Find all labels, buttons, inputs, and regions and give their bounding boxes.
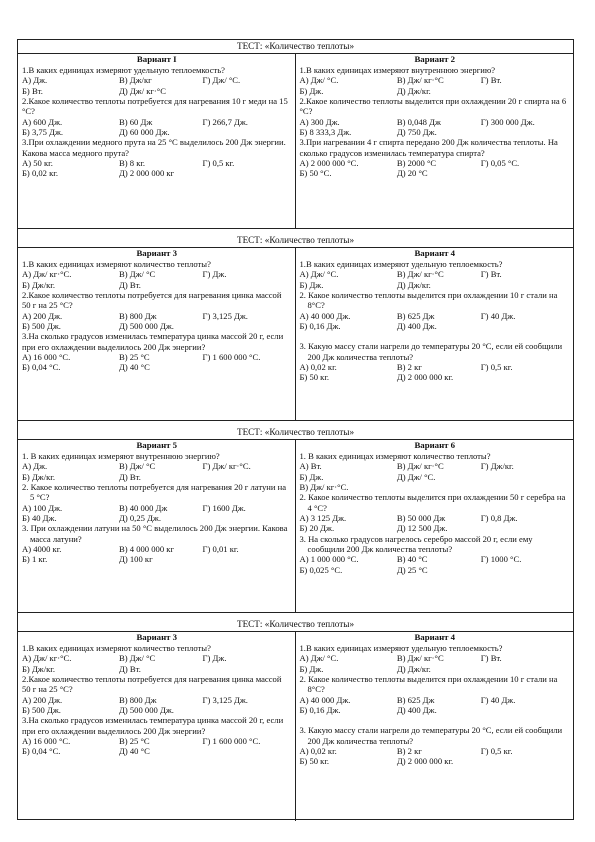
answer-option: В) Дж/ кг·°С: [396, 269, 444, 280]
answer-option: Г) 266,7 Дж.: [202, 116, 248, 127]
answer-option: Б) 8 333,3 Дж.: [299, 127, 352, 138]
answer-option: [481, 482, 570, 492]
answer-row: [22, 362, 292, 372]
answer-option: А) Дж/ кг·°С.: [22, 269, 72, 280]
answer-row: [300, 472, 571, 482]
variant-column: [18, 439, 296, 612]
answer-option: В) 800 Дж: [119, 694, 157, 705]
question-text: 3.На сколько градусов изменилась температура цинка массой 20 г, если при его охлаждении выделилось 200 Дж энергии?: [22, 715, 284, 736]
answer-option: [481, 565, 570, 575]
answer-option: Г) Дж/ °С.: [202, 75, 241, 86]
answer-row: [22, 86, 292, 96]
question-text: 2.Какое количество теплоты потребуется для нагревания 10 г меди на 15 °С?: [22, 96, 288, 117]
answer-option: В) 2 кг: [396, 362, 422, 373]
answer-option: Д) 20 °С: [396, 168, 428, 179]
answer-option: Д) Дж/кг.: [396, 85, 431, 96]
answer-option: Г) 300 000 Дж.: [480, 116, 535, 127]
variant-title: Вариант 2: [414, 54, 456, 64]
answer-option: В) Дж/ кг·°С.: [299, 482, 349, 493]
question-text: 2.Какое количество теплоты потребуется для нагревания цинка массой 50 г на 25 °С?: [22, 674, 282, 695]
variant-column: [296, 53, 574, 228]
answer-option: Д) Вт.: [119, 471, 141, 482]
answer-option: В) 625 Дж: [396, 694, 435, 705]
answer-row: [300, 695, 571, 705]
answer-row: [300, 168, 571, 178]
answer-row: [300, 523, 571, 533]
answer-row: [22, 75, 292, 85]
answer-row: [22, 321, 292, 331]
answer-option: [203, 168, 292, 178]
answer-option: А) 16 000 °С.: [22, 736, 71, 747]
question-text: 2. Какое количество теплоты выделится при охлаждении 10 г стали на 8°С?: [299, 290, 558, 311]
answer-option: А) Дж/ кг·°С.: [22, 653, 72, 664]
answer-option: Г) 0,05 °С.: [480, 158, 520, 169]
answer-option: Д) 2 000 000 кг.: [396, 372, 454, 383]
answer-row: [300, 653, 571, 663]
answer-option: А) 40 000 Дж.: [299, 310, 351, 321]
answer-option: В) 2000 °С: [396, 158, 437, 169]
answer-option: [203, 321, 292, 331]
answer-row: [22, 168, 292, 178]
test-card-3: [18, 426, 573, 612]
test-sheet: [17, 39, 574, 820]
spacer: [300, 331, 571, 341]
answer-option: [481, 523, 570, 533]
answer-option: А) Дж.: [22, 75, 48, 86]
answer-option: Б) 0,025 °С.: [299, 564, 343, 575]
answer-option: В) Дж/ °С: [119, 653, 156, 664]
answer-option: А) 50 кг.: [22, 158, 53, 169]
question-text: 2.Какое количество теплоты выделится при охлаждении 20 г спирта на 6 °С?: [299, 96, 567, 117]
answer-option: А) Дж/ °С.: [299, 269, 339, 280]
answer-option: Б) 0,16 Дж.: [299, 321, 341, 332]
question-text: 2. Какое количество теплоты выделится при охлаждении 10 г стали на 8°С?: [299, 674, 558, 695]
answer-option: Д) 25 °С: [396, 564, 428, 575]
answer-option: [203, 472, 292, 482]
question-text: 3. На сколько градусов нагрелось серебро массой 20 г, если ему сообщили 200 Дж количества теплоты?: [299, 533, 533, 555]
answer-row: [22, 705, 292, 715]
answer-row: [300, 513, 571, 523]
answer-row: [22, 544, 292, 554]
answer-row: [300, 756, 571, 766]
variant-title: Вариант I: [136, 54, 177, 64]
answer-option: В) Дж/ кг·°С: [396, 75, 444, 86]
answer-option: Б) 0,02 кг.: [22, 168, 59, 179]
answer-option: А) 300 Дж.: [299, 116, 340, 127]
answer-option: [397, 482, 481, 492]
answer-option: Д) Дж/ кг·°С: [119, 85, 166, 96]
variant-columns: [18, 439, 573, 612]
answer-option: Г) 0,5 кг.: [480, 362, 513, 373]
answer-option: В) 8 кг.: [119, 158, 146, 169]
answer-option: А) Дж/ °С.: [299, 75, 339, 86]
answer-option: [481, 756, 570, 766]
answer-option: А) 600 Дж.: [22, 116, 63, 127]
answer-row: [300, 321, 571, 331]
answer-option: А) 40 000 Дж.: [299, 694, 351, 705]
answer-option: [203, 280, 292, 290]
answer-row: [300, 565, 571, 575]
answer-option: Г) Дж.: [202, 269, 227, 280]
card-separator: [18, 420, 573, 421]
answer-option: Б) 0,04 °С.: [22, 746, 61, 757]
answer-option: В) 25 °С: [119, 736, 150, 747]
answer-row: [300, 117, 571, 127]
answer-option: Г) 1000 °С.: [480, 554, 522, 565]
answer-row: [22, 736, 292, 746]
answer-option: [481, 372, 570, 382]
answer-option: Д) 0,25 Дж.: [119, 513, 162, 524]
answer-option: Б) 500 Дж.: [22, 705, 61, 716]
answer-option: Д) Дж/ °С.: [396, 471, 436, 482]
answer-option: Б) Дж.: [299, 471, 324, 482]
answer-row: [300, 269, 571, 279]
variant-columns: [18, 53, 573, 228]
question-text: 1.В каких единицах измеряют количество теплоты?: [22, 643, 211, 653]
answer-option: [481, 705, 570, 715]
test-title: ТЕСТ: «Количество теплоты»: [18, 618, 573, 632]
test-card-4: [18, 618, 573, 821]
variant-column: [18, 247, 296, 420]
answer-option: Б) Дж/кг.: [22, 471, 56, 482]
answer-row: [22, 664, 292, 674]
question-text: 1.В каких единицах измеряют удельную теплоемкость?: [299, 643, 503, 653]
answer-option: Г) Дж/кг.: [480, 461, 514, 472]
answer-option: Б) 20 Дж.: [299, 523, 335, 534]
question-text: 3.При охлаждении медного прута на 25 °С выделилось 200 Дж энергии. Какова масса медного прута?: [22, 137, 286, 158]
spacer: [300, 715, 571, 725]
variant-column: [296, 439, 574, 612]
answer-option: Г) 0,5 кг.: [480, 746, 513, 757]
answer-option: Д) 400 Дж.: [396, 705, 437, 716]
question-text: 1.В каких единицах измеряют удельную теплоемкость?: [22, 65, 225, 75]
variant-title: Вариант 3: [136, 632, 178, 642]
variant-columns: [18, 247, 573, 420]
answer-row: [300, 461, 571, 471]
answer-option: Г) 40 Дж.: [480, 694, 516, 705]
answer-option: В) 40 000 Дж: [119, 502, 168, 513]
answer-option: Г) 0,5 кг.: [202, 158, 235, 169]
answer-option: [481, 321, 570, 331]
answer-option: А) 200 Дж.: [22, 310, 63, 321]
answer-option: [203, 513, 292, 523]
answer-row: [300, 705, 571, 715]
test-title: ТЕСТ: «Количество теплоты»: [18, 234, 573, 248]
question-text: 2. Какое количество теплоты выделится при охлаждении 50 г серебра на 4 °С?: [299, 492, 566, 513]
answer-option: [481, 86, 570, 96]
question-text: 3.При нагревании 4 г спирта передано 200 Дж количества теплоты. На сколько градусов изменилась температура спирта?: [299, 137, 558, 158]
answer-row: [22, 269, 292, 279]
answer-option: А) 2 000 000 °С.: [299, 158, 359, 169]
variant-title: Вариант 3: [136, 248, 178, 258]
answer-option: [203, 127, 292, 137]
answer-option: Б) Вт.: [22, 85, 43, 96]
answer-option: Д) 2 000 000 кг.: [396, 756, 454, 767]
answer-option: Г) Вт.: [480, 653, 502, 664]
answer-option: Б) Дж/кг.: [22, 279, 56, 290]
answer-row: [22, 513, 292, 523]
answer-option: Д) Дж/кг.: [396, 279, 431, 290]
answer-option: [203, 705, 292, 715]
question-text: 1. В каких единицах измеряют внутреннюю энергию?: [22, 451, 220, 461]
answer-option: Д) 100 кг: [119, 554, 153, 565]
variant-title: Вариант 6: [414, 440, 456, 450]
answer-option: [203, 362, 292, 372]
question-text: 3. Какую массу стали нагрели до температуры 20 °С, если ей сообщили 200 Дж количества теплоты?: [299, 725, 563, 746]
variant-columns: [18, 631, 573, 821]
answer-row: [22, 554, 292, 564]
answer-option: Г) 1600 Дж.: [202, 502, 246, 513]
answer-option: [481, 168, 570, 178]
answer-row: [300, 746, 571, 756]
answer-option: В) 0,048 Дж: [396, 116, 441, 127]
answer-row: [300, 372, 571, 382]
answer-option: А) 200 Дж.: [22, 694, 63, 705]
answer-option: [203, 554, 292, 564]
answer-option: Д) 40 °С: [119, 746, 150, 757]
answer-option: Б) 500 Дж.: [22, 321, 61, 332]
answer-row: [22, 117, 292, 127]
answer-row: [22, 472, 292, 482]
answer-row: [300, 362, 571, 372]
answer-option: Д) 60 000 Дж.: [119, 127, 170, 138]
answer-option: Г) 3,125 Дж.: [202, 310, 248, 321]
answer-option: В) Дж/кг: [119, 75, 152, 86]
answer-row: [22, 503, 292, 513]
answer-row: [22, 461, 292, 471]
answer-row: [22, 695, 292, 705]
answer-option: [481, 664, 570, 674]
variant-column: [18, 631, 296, 821]
answer-option: Б) 50 °С.: [299, 168, 332, 179]
answer-option: Д) Вт.: [119, 279, 141, 290]
answer-row: [300, 554, 571, 564]
answer-row: [22, 311, 292, 321]
variant-title: Вариант 5: [136, 440, 178, 450]
answer-row: [300, 86, 571, 96]
card-separator: [18, 228, 573, 229]
answer-row: [22, 653, 292, 663]
answer-option: [481, 280, 570, 290]
answer-option: Г) Вт.: [480, 269, 502, 280]
answer-option: В) Дж/ кг·°С: [396, 653, 444, 664]
answer-option: А) Дж/ °С.: [299, 653, 339, 664]
question-text: 1.В каких единицах измеряют количество теплоты?: [22, 259, 211, 269]
answer-option: Д) 500 000 Дж.: [119, 705, 174, 716]
answer-row: [300, 127, 571, 137]
answer-option: Г) Дж/ кг·°С.: [202, 461, 251, 472]
answer-row: [300, 664, 571, 674]
answer-option: Г) 3,125 Дж.: [202, 694, 248, 705]
answer-option: Г) Дж.: [202, 653, 227, 664]
answer-option: А) 4000 кг.: [22, 544, 62, 555]
answer-row: [300, 482, 571, 492]
answer-option: Г) Вт.: [480, 75, 502, 86]
answer-option: А) Дж.: [22, 461, 48, 472]
answer-row: [22, 280, 292, 290]
variant-title: Вариант 4: [414, 632, 456, 642]
answer-option: Б) Дж.: [299, 85, 324, 96]
answer-option: В) Дж/ °С: [119, 461, 156, 472]
test-title: ТЕСТ: «Количество теплоты»: [18, 426, 573, 440]
answer-option: Г) 1 600 000 °С.: [202, 352, 261, 363]
test-card-2: [18, 234, 573, 420]
answer-option: А) 0,02 кг.: [299, 362, 337, 373]
answer-option: В) 25 °С: [119, 352, 150, 363]
answer-row: [300, 280, 571, 290]
answer-option: В) 4 000 000 кг: [119, 544, 174, 555]
answer-option: Б) 0,16 Дж.: [299, 705, 341, 716]
variant-title: Вариант 4: [414, 248, 456, 258]
variant-column: [18, 53, 296, 228]
answer-option: Г) 1 600 000 °С.: [202, 736, 261, 747]
answer-option: Г) 40 Дж.: [480, 310, 516, 321]
answer-option: А) Вт.: [299, 461, 322, 472]
answer-option: А) 0,02 кг.: [299, 746, 337, 757]
test-title: ТЕСТ: «Количество теплоты»: [18, 40, 573, 54]
answer-option: В) 60 Дж: [119, 116, 153, 127]
answer-option: Б) Дж/кг.: [22, 663, 56, 674]
answer-option: [203, 664, 292, 674]
answer-option: В) 50 000 Дж: [396, 513, 446, 524]
answer-option: Б) 50 кг.: [299, 372, 330, 383]
answer-option: Б) Дж.: [299, 279, 324, 290]
answer-option: Д) 40 °С: [119, 362, 150, 373]
answer-option: Г) 0,01 кг.: [202, 544, 239, 555]
answer-option: Б) Дж.: [299, 663, 324, 674]
answer-option: [203, 746, 292, 756]
answer-row: [22, 127, 292, 137]
answer-row: [300, 158, 571, 168]
question-text: 2.Какое количество теплоты потребуется для нагревания цинка массой 50 г на 25 °С?: [22, 290, 282, 311]
answer-option: А) 3 125 Дж.: [299, 513, 347, 524]
answer-option: В) 625 Дж: [396, 310, 435, 321]
answer-option: В) 2 кг: [396, 746, 422, 757]
test-card-1: [18, 40, 573, 228]
question-text: 3. Какую массу стали нагрели до температуры 20 °С, если ей сообщили 200 Дж количества теплоты?: [299, 341, 563, 362]
answer-option: [481, 127, 570, 137]
variant-column: [296, 247, 574, 420]
answer-row: [300, 311, 571, 321]
question-text: 2. Какое количество теплоты потребуется для нагревания 20 г латуни на 5 °С?: [22, 482, 287, 503]
answer-option: Д) 12 500 Дж.: [396, 523, 448, 534]
answer-row: [22, 158, 292, 168]
answer-option: Б) 50 кг.: [299, 756, 330, 767]
answer-option: Б) 1 кг.: [22, 554, 48, 565]
answer-row: [22, 746, 292, 756]
question-text: 1.В каких единицах измеряют внутреннюю энергию?: [299, 65, 496, 75]
question-text: 1. В каких единицах измеряют количество теплоты?: [299, 451, 491, 461]
answer-option: Д) Дж/кг.: [396, 663, 431, 674]
answer-row: [22, 352, 292, 362]
answer-option: Б) 40 Дж.: [22, 513, 57, 524]
answer-option: В) 40 °С: [396, 554, 428, 565]
question-text: 3.На сколько градусов изменилась температура цинка массой 20 г, если при его охлаждении выделилось 200 Дж энергии?: [22, 331, 284, 352]
answer-row: [300, 75, 571, 85]
answer-option: [481, 472, 570, 482]
card-separator: [18, 612, 573, 613]
answer-option: А) 16 000 °С.: [22, 352, 71, 363]
answer-option: В) 800 Дж: [119, 310, 157, 321]
answer-option: В) Дж/ °С: [119, 269, 156, 280]
answer-option: Д) Вт.: [119, 663, 141, 674]
answer-option: Д) 750 Дж.: [396, 127, 437, 138]
question-text: 1.В каких единицах измеряют удельную теплоемкость?: [299, 259, 503, 269]
answer-option: Д) 500 000 Дж.: [119, 321, 174, 332]
answer-option: В) Дж/ кг·°С: [396, 461, 444, 472]
answer-option: А) 1 000 000 °С.: [299, 554, 359, 565]
answer-option: А) 100 Дж.: [22, 502, 63, 513]
answer-option: Б) 0,04 °С.: [22, 362, 61, 373]
question-text: 3. При охлаждении латуни на 50 °С выделилось 200 Дж энергии. Какова масса латуни?: [22, 523, 288, 544]
answer-option: [203, 86, 292, 96]
answer-option: Г) 0,8 Дж.: [480, 513, 518, 524]
answer-option: Д) 400 Дж.: [396, 321, 437, 332]
variant-column: [296, 631, 574, 821]
answer-option: Д) 2 000 000 кг: [119, 168, 175, 179]
answer-option: Б) 3,75 Дж.: [22, 127, 64, 138]
